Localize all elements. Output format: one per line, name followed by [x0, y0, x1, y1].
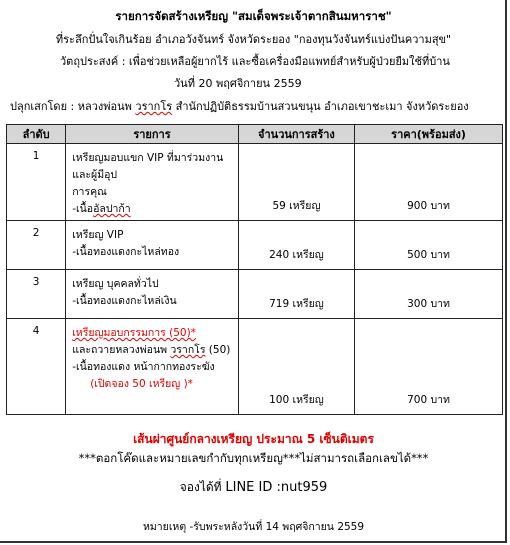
item-line-highlight: เหรียญมอบกรรมการ (50)* — [72, 327, 196, 339]
objective: วัตถุประสงค์ : เพื่อช่วยเหลือผู้ยากไร้ และซื้อเครื่องมือแพทย์สำหรับผู้ป่วยยืมใช้ที่บ้าน — [60, 55, 450, 68]
subtitle: ที่ระลึกปั่นใจเกินร้อย อำเภอวังจันทร์ จังหวัดระยอง "กองทุนวังจันทร์แบ่งปันความสุข" — [55, 33, 452, 46]
row-quantity: 100 เหรียญ — [238, 319, 354, 415]
remark-note: หมายเหตุ -รับพระหลังวันที่ 14 พฤศจิกายน 2559 — [142, 521, 365, 533]
line-id-prefix: จองได้ที่ — [179, 480, 226, 494]
row-price: 700 บาท — [355, 319, 503, 415]
table-row — [7, 319, 503, 415]
table-row — [7, 270, 503, 319]
col-header-item: รายการ — [66, 125, 239, 144]
item-line: -เนื้ออัลปาก้า — [72, 203, 131, 215]
row-number: 3 — [7, 270, 66, 319]
item-line: เหรียญ VIP — [72, 229, 124, 241]
row-number: 1 — [7, 144, 66, 221]
table-row — [7, 221, 503, 270]
item-line: การคุณ — [72, 186, 107, 198]
blessed-by-line — [10, 97, 469, 115]
row-price: 900 บาท — [355, 144, 503, 221]
row-price: 500 บาท — [355, 221, 503, 270]
coin-diameter-note: เส้นผ่าศูนย์กลางเหรียญ ประมาณ 5 เซ็นติเมตร — [133, 432, 374, 446]
title: รายการจัดสร้างเหรียญ "สมเด็จพระเจ้าตากสินมหาราช" — [115, 9, 392, 23]
item-line: -เนื้อทองแดง หน้ากากทองระฆัง — [72, 361, 215, 373]
col-header-quantity: จำนวนการสร้าง — [238, 125, 354, 144]
item-line: และถวายหลวงพ่อนพ วรากโร (50) — [72, 344, 231, 356]
row-quantity: 59 เหรียญ — [238, 144, 354, 221]
blessed-by-suffix: สำนักปฏิบัติธรรมบ้านสวนขนุน อำเภอเขาชะเมา จังหวัดระยอง — [172, 100, 469, 113]
item-line: -เนื้อทองแดงกะไหล่ทอง — [72, 246, 180, 258]
row-item — [66, 270, 239, 319]
blessed-by-prefix: ปลุกเสกโดย : หลวงพ่อนพ — [10, 100, 136, 113]
col-header-price: ราคา(พร้อมส่ง) — [355, 125, 503, 144]
col-header-number: ลำดับ — [7, 125, 66, 144]
row-quantity: 719 เหรียญ — [238, 270, 354, 319]
row-number: 4 — [7, 319, 66, 415]
row-quantity: 240 เหรียญ — [238, 221, 354, 270]
blessed-by-monk-name: วรากโร — [135, 100, 173, 113]
table-row — [7, 144, 503, 221]
item-line-reserve: (เปิดจอง 50 เหรียญ )* — [90, 378, 193, 390]
item-line: -เนื้อทองแดงกะไหล่เงิน — [72, 295, 177, 307]
serial-stamp-note: ***ตอกโค๊ดและหมายเลขกำกับทุกเหรียญ***ไม่สามารถเลือกเลขได้*** — [78, 451, 429, 465]
row-item — [66, 144, 239, 221]
row-price: 300 บาท — [355, 270, 503, 319]
line-id-contact — [0, 478, 507, 497]
row-item — [66, 319, 239, 415]
table-header-row — [7, 125, 503, 144]
date-line: วันที่ 20 พฤศจิกายน 2559 — [174, 77, 302, 90]
row-number: 2 — [7, 221, 66, 270]
row-item — [66, 221, 239, 270]
coin-table — [6, 124, 503, 415]
line-id-value: LINE ID :nut959 — [225, 480, 328, 495]
item-line: เหรียญ บุคคลทั่วไป — [72, 278, 159, 290]
item-line: เหรียญมอบแขก VIP ที่มาร่วมงาน และผู้มีอุป — [72, 152, 224, 181]
